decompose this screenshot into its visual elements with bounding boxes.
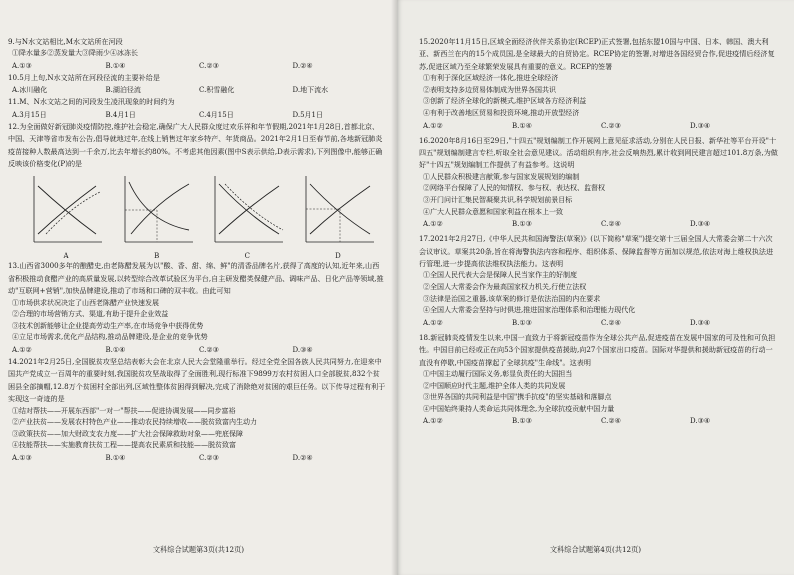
question-14 — [8, 356, 386, 464]
choice-a: A.冰川融化 — [12, 86, 48, 95]
question-13 — [8, 260, 386, 356]
question-12-stem: 12.为全面做好新冠肺炎疫情防控,维护社会稳定,确保广大人民群众度过欢乐祥和年节假期,2021年1月28日,首都北京、中国、天津等省市发布公告,倡导就地过年,在线上销售过年家乡特产、年货商品。2021年2月1日至春节前,各地新冠肺炎疫苗接种人数最高达到一千余万,比去年增长约80%。不考虑其他因素(图中S表示供给,D表示需求),下列图像中,能够正确反映该价格变化(P)的是 — [8, 121, 383, 169]
question-16-option-2: ②网络平台保障了人民的知情权、参与权、表达权、监督权 — [423, 184, 605, 193]
choice-a: A.①② — [423, 318, 443, 327]
left-column — [8, 36, 386, 464]
choice-d: D.③④ — [690, 121, 711, 130]
question-14-choices — [8, 452, 386, 464]
choice-c: C.②③ — [199, 346, 219, 355]
chart-d — [298, 172, 378, 260]
question-10-choices — [8, 84, 386, 96]
question-13-stem: 13.山西省3000多年的酿醋史,由老陈醋发展为以"酸、香、甜、绵、鲜"的清香品牌名片,获得了高度的认知,近年来,山西省积极推动食醋产业的高质量发展,以转型综合改革试验区为平台,自主研发醋类保健产品、调味产品、日化产品等领域,推动"互联网+营销",加快品牌建设,推动了市场和口碑的双丰收。由此可知 — [8, 261, 384, 296]
choice-a: A.3月15日 — [12, 110, 47, 119]
question-11-choices — [8, 109, 386, 121]
chart-c-label: C — [244, 252, 250, 261]
question-10-stem: 10.5月上旬,N水文站所在河段径流的主要补给是 — [8, 73, 160, 82]
question-15-choices — [419, 120, 779, 132]
choice-c: C.②④ — [601, 318, 621, 327]
choice-a: A.①③ — [12, 454, 32, 463]
choice-b: B.①④ — [512, 121, 532, 130]
question-16-option-4: ④广大人民群众意愿和国家利益在根本上一致 — [423, 207, 563, 216]
question-14-option-4: ④技能帮扶——实施教育扶贫工程——提高农民素质和技能——脱贫致富 — [12, 441, 236, 450]
supply-curve — [38, 186, 96, 234]
choice-c: C.②③ — [601, 121, 621, 130]
question-10 — [8, 72, 386, 96]
supply-demand-charts — [8, 170, 386, 260]
question-16 — [419, 135, 779, 231]
left-page-footer: 文科综合试题第3页(共12页) — [152, 545, 245, 554]
choice-a: A.①② — [423, 220, 443, 229]
question-13-option-3: ③技术创新能够让企业提高劳动生产率,在市场竞争中获得优势 — [12, 321, 204, 330]
question-18 — [419, 332, 779, 428]
question-13-option-4: ④立足市场需求,优化产品结构,推动品牌建设,是企业的竞争优势 — [12, 333, 208, 342]
question-14-stem: 14.2021年2月25日,全国脱贫攻坚总结表彰大会在北京人民大会堂隆重举行。经过全党全国各族人民共同努力,在迎来中国共产党成立一百周年的重要时刻,我国脱贫攻坚战取得了全面胜利,现行标准下9899万农村贫困人口全部脱贫,832个贫困县全部摘帽,12.8万个贫困村全部出列,区域性整体贫困得到解决,完成了消除绝对贫困的艰巨任务。以下传导过程有利于实现这一奇迹的是 — [8, 357, 386, 404]
right-column — [419, 36, 779, 427]
chart-a-graphic — [26, 172, 106, 248]
question-17-option-2: ②全国人大常委会作为最高国家权力机关,行使立法权 — [423, 283, 587, 291]
demand-curve — [38, 186, 96, 234]
chart-d-graphic — [298, 172, 378, 248]
chart-a — [26, 172, 106, 260]
demand-curve — [219, 184, 279, 234]
question-18-stem: 18.新冠肺炎疫情发生以来,中国一直致力于将新冠疫苗作为全球公共产品,促进疫苗在发展中国家的可及性和可负担性。中国目前已经或正在向53个国家提供疫苗援助,向27个国家出口疫苗。国际对华提供和援助新冠疫苗的行动一直没有停歇,中国疫苗撑起了全球抗疫"生命线"。这表明 — [419, 332, 776, 367]
question-16-option-1: ①人民群众积极建言献策,参与国家发展规划的编制 — [423, 172, 580, 181]
question-15-option-2: ②表明支持多边贸易体制成为世界各国共识 — [423, 85, 556, 94]
question-17-stem: 17.2021年2月27日,《中华人民共和国海警法(草案)》(以下简称"草案")提交第十三届全国人大常委会第二十六次会议审议。草案共20条,旨在将海警执法内容和程序、组织体系、保障监督等方面加以规范,依法对海上维权执法进行管理,进一步提高依法维权执法能力。这表明 — [419, 234, 774, 268]
question-13-option-2: ②合理的市场营销方式、渠道,有助于提升企业效益 — [12, 310, 169, 319]
choice-c: C.积雪融化 — [199, 86, 235, 95]
choice-b: B.①④ — [105, 454, 126, 463]
question-9 — [8, 36, 386, 72]
choice-d: D.②④ — [292, 454, 313, 463]
chart-b-graphic — [117, 172, 197, 248]
choice-a: A.①② — [12, 346, 32, 355]
question-17 — [419, 233, 779, 329]
choice-b: B.①③ — [512, 318, 532, 327]
choice-b: B.4月1日 — [105, 110, 136, 119]
choice-d: D.③④ — [690, 220, 711, 229]
choice-d: D.地下流水 — [292, 86, 329, 95]
chart-a-label: A — [63, 252, 69, 261]
question-17-choices — [419, 317, 779, 329]
question-9-choices — [8, 60, 386, 72]
choice-c: C.②④ — [601, 220, 621, 229]
chart-d-label: D — [335, 252, 341, 261]
question-15-stem: 15.2020年11月15日,区域全面经济伙伴关系协定(RCEP)正式签署,包括东盟10国与中国、日本、韩国、澳大利亚、新西兰在内的15个成员国,是全球最大的自贸协定。RCEP协定的签署,对增进各国经贸合作,促进疫情后经济复苏,促进区域乃至全球繁荣发展具有重要的意义。RCEP的签署 — [419, 37, 775, 71]
supply-curve — [131, 184, 189, 234]
question-14-option-2: ②产业扶贫——发展农村特色产业——推动农民持续增收——脱贫致富内生动力 — [12, 418, 257, 427]
demand-curve-shifted — [225, 184, 283, 230]
question-16-stem: 16.2020年8月16日至29日,"十四五"规划编制工作开展网上意见征求活动,分别在人民日报、新华社等平台开设"十四五"规划编制建言专栏,听取全社会意见建议。活动组织有序,社会反响热烈,累计收到网民建言超过101.8万条,为做好"十四五"规划编制工作提供了有益参考。这说明 — [419, 135, 778, 170]
question-14-option-1: ①结对帮扶——开展东西部"一对一"帮扶——促进协调发展——同步富裕 — [12, 406, 236, 415]
choice-a: A.①② — [423, 121, 443, 130]
question-15 — [419, 36, 779, 132]
chart-c — [207, 172, 287, 260]
question-15-option-3: ③创新了经济全球化的新模式,维护区域各方经济利益 — [423, 97, 587, 106]
question-11 — [8, 96, 386, 120]
question-11-stem: 11.M、N水文站之间的河段发生凌汛现象的时间约为 — [8, 97, 175, 107]
question-13-option-1: ①市场供求状况决定了山西老陈醋产业快速发展 — [12, 298, 159, 307]
choice-c: C.4月15日 — [199, 110, 234, 119]
question-18-option-2: ②中国顺应时代主题,维护全体人类的共同发展 — [423, 381, 566, 390]
question-9-stem: 9.与N水文站相比,M水文站所在河段 — [8, 37, 123, 46]
choice-c: C.②④ — [601, 417, 621, 426]
choice-b: B.①④ — [105, 346, 126, 355]
choice-c: C.②③ — [199, 454, 219, 463]
question-13-choices — [8, 344, 386, 356]
choice-d: D.②④ — [292, 62, 313, 70]
choice-b: B.①③ — [512, 417, 532, 426]
choice-d: D.5月1日 — [292, 110, 323, 119]
question-17-option-4: ④全国人大常委会坚持与时俱进,推进国家治理体系和治理能力现代化 — [423, 306, 636, 315]
choice-a: A.①③ — [12, 62, 32, 70]
choice-b: B.①③ — [512, 220, 532, 229]
question-15-option-4: ④有利于改善地区贸易和投资环境,推动开放型经济 — [423, 109, 580, 117]
choice-b: B.①④ — [105, 62, 126, 70]
question-9-options: ①降水量多②蒸发量大③降雨少④冰冻长 — [12, 49, 138, 58]
choice-b: B.湖泊径流 — [105, 86, 141, 95]
question-18-option-4: ④中国始终秉持人类命运共同体理念,为全球抗疫贡献中国力量 — [423, 404, 615, 413]
choice-d: D.③④ — [690, 417, 711, 426]
choice-d: D.③④ — [690, 318, 711, 327]
question-17-option-1: ①全国人民代表大会是保障人民当家作主的好制度 — [423, 271, 577, 280]
choice-d: D.③④ — [292, 346, 313, 355]
question-18-option-3: ③世界各国的共同利益是中国"携手抗疫"的坚实基础和落脚点 — [423, 393, 612, 402]
chart-c-graphic — [207, 172, 287, 248]
chart-b-label: B — [154, 252, 160, 261]
question-16-option-3: ③开门问计汇集民智凝聚共识,科学规划前景目标 — [423, 196, 573, 204]
choice-a: A.①② — [423, 417, 443, 426]
right-page-footer: 文科综合试题第4页(共12页) — [549, 545, 642, 554]
question-15-option-1: ①有利于深化区域经济一体化,推进全球经济 — [423, 74, 559, 83]
question-18-choices — [419, 415, 779, 427]
question-16-choices — [419, 218, 779, 230]
chart-b — [117, 172, 197, 260]
supply-curve-shifted — [46, 192, 100, 234]
question-14-option-3: ③政策扶贫——加大财政支农力度——扩大社会保障救助对象——兜底保障 — [12, 429, 243, 438]
question-12 — [8, 121, 386, 261]
question-17-option-3: ③法律是治国之重器,该草案的修订是依法治国的内在要求 — [423, 294, 601, 303]
question-18-option-1: ①中国主动履行国际义务,彰显负责任的大国担当 — [423, 370, 573, 378]
right-page — [397, 0, 794, 575]
choice-c: C.②③ — [199, 62, 219, 70]
